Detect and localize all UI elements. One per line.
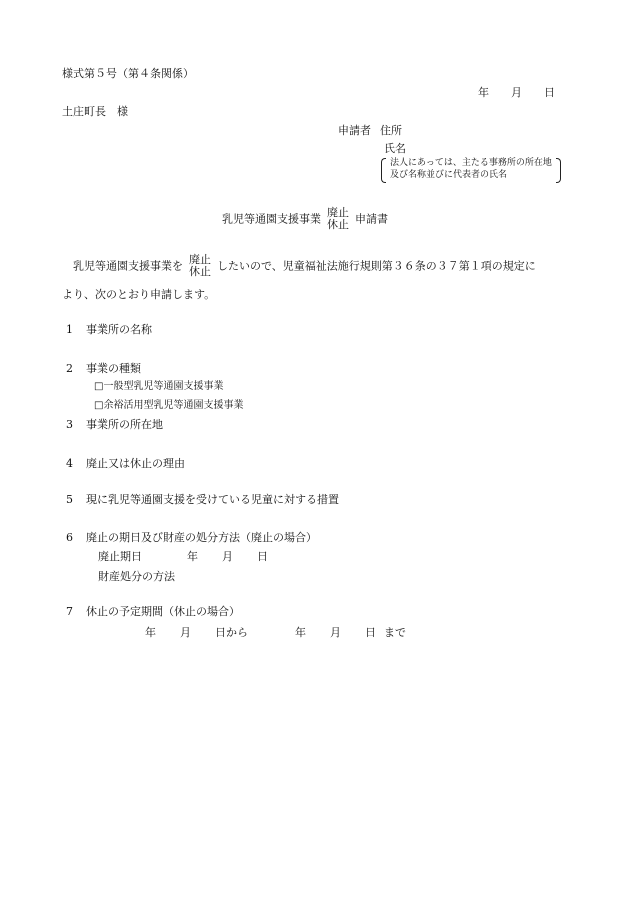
body-option-abolish: 廃止 [189,253,211,266]
item-3 [66,419,163,430]
date-line [478,87,555,98]
addressee: 土庄町長 様 [62,105,128,118]
item-2-option-general: □一般型乳児等通園支援事業 [94,381,224,392]
item-2-option-surplus: □余裕活用型乳児等通園支援事業 [94,400,244,411]
to-day: 日 [365,626,376,639]
form-title [222,207,388,231]
applicant-label: 申請者 [338,124,371,137]
title-option-suspend: 休止 [327,218,349,231]
corporate-note-text [390,157,552,181]
item-4-number: 4 [66,457,73,470]
item-6-number: 6 [66,531,73,544]
corporate-note [381,157,561,183]
item-5-number: 5 [66,493,73,506]
item-1 [66,324,152,335]
body-line2: より、次のとおり申請します。 [62,288,216,301]
corporate-note-line2: 及び名称並びに代表者の氏名 [390,170,508,180]
abolish-date-label: 廃止期日 [98,550,142,563]
item-6-label: 廃止の期日及び財産の処分方法（廃止の場合） [86,531,317,544]
item-1-label: 事業所の名称 [86,323,152,336]
corporate-note-line1: 法人にあっては、主たる事務所の所在地 [390,158,552,168]
item-2-label: 事業の種類 [86,362,141,375]
item-2 [66,363,141,374]
item-4-label: 廃止又は休止の理由 [86,457,185,470]
title-suffix: 申請書 [355,212,388,226]
item-3-label: 事業所の所在地 [86,418,163,431]
to-year: 年 [295,626,306,639]
body-option-suspend: 休止 [189,265,211,278]
abolish-date-year: 年 [187,550,198,563]
date-day: 日 [544,86,555,99]
title-prefix: 乳児等通園支援事業 [222,212,321,226]
bracket-left [381,158,386,183]
until-label: まで [384,626,406,639]
from-month: 月 [180,626,191,639]
item-5-label: 現に乳児等通園支援を受けている児童に対する措置 [86,493,339,506]
item-5 [66,494,339,505]
item-6-property-method: 財産処分の方法 [98,570,175,583]
body-option-stack [189,254,211,278]
item-6 [66,532,317,543]
item-7-label: 休止の予定期間（休止の場合） [86,605,240,618]
from-day: 日から [215,626,248,639]
form-number: 様式第５号（第４条関係） [62,67,194,80]
address-label: 住所 [380,124,402,137]
item-4 [66,458,185,469]
item-7-number: 7 [66,605,73,618]
date-year: 年 [478,86,489,99]
body-prefix: 乳児等通園支援事業を [73,259,183,273]
name-label: 氏名 [384,142,406,155]
body-line1 [73,254,536,278]
title-option-abolish: 廃止 [327,206,349,219]
abolish-date-day: 日 [257,550,268,563]
body-suffix: したいので、児童福祉法施行規則第３６条の３７第１項の規定に [217,259,536,273]
date-month: 月 [511,86,522,99]
bracket-right [556,158,561,183]
abolish-date-month: 月 [222,550,233,563]
item-1-number: 1 [66,323,73,336]
to-month: 月 [330,626,341,639]
item-2-number: 2 [66,362,73,375]
item-3-number: 3 [66,418,73,431]
item-7 [66,606,240,617]
item-6-abolish-date [98,551,268,562]
item-7-period [145,627,406,638]
from-year: 年 [145,626,156,639]
applicant-address-line [338,125,402,136]
title-option-stack [327,207,349,231]
